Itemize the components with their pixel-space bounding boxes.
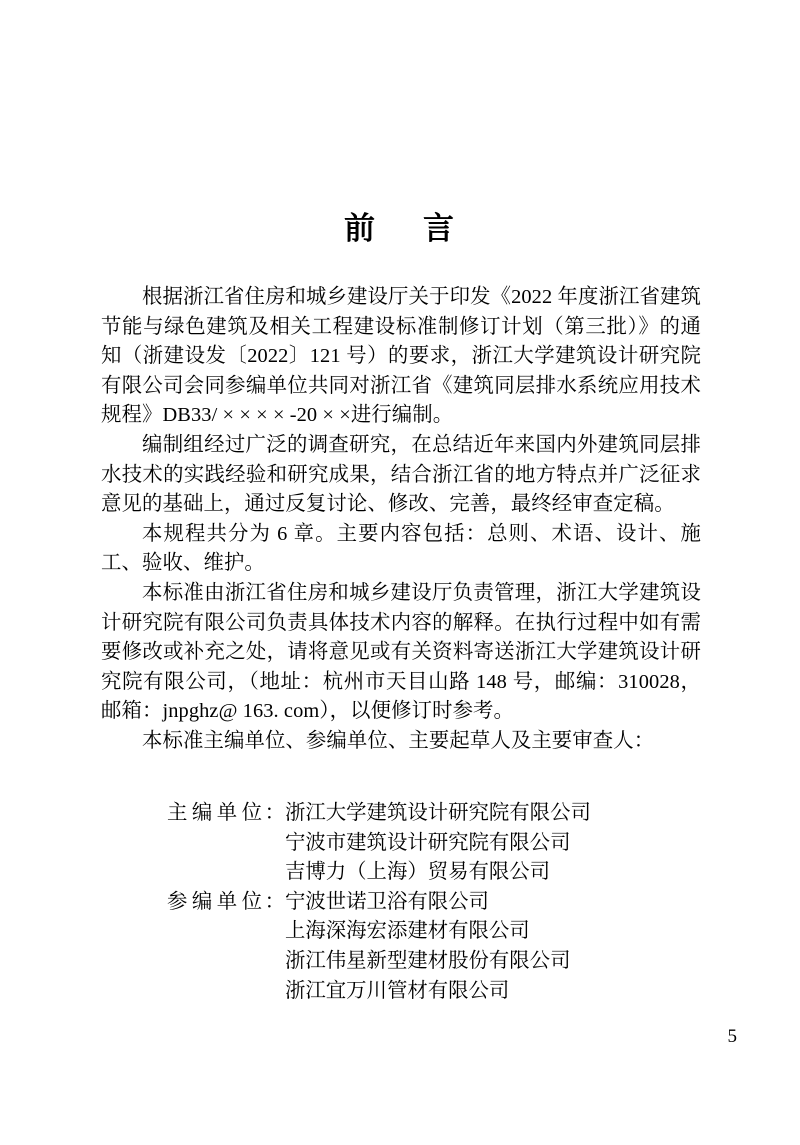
unit-row <box>101 917 701 947</box>
unit-label-char: 主 <box>167 802 188 824</box>
page-number: 5 <box>727 1026 737 1047</box>
unit-value: 宁波市建筑设计研究院有限公司 <box>285 831 571 854</box>
unit-row <box>101 799 701 829</box>
unit-value: 浙江大学建筑设计研究院有限公司 <box>285 802 591 824</box>
unit-list <box>101 799 701 1006</box>
unit-label-char: 单 <box>216 802 238 824</box>
unit-label-char: 编 <box>191 802 213 824</box>
unit-value: 浙江宜万川管材有限公司 <box>285 979 510 1002</box>
unit-row <box>101 829 701 859</box>
unit-label-participating-editor <box>101 888 285 918</box>
unit-label-char: 位 <box>241 890 263 913</box>
paragraph-3: 本规程共分为 6 章。主要内容包括：总则、术语、设计、施工、验收、维护。 <box>101 522 701 575</box>
unit-label-colon: ： <box>264 802 285 824</box>
unit-label-char: 参 <box>167 890 188 913</box>
paragraph-1: 根据浙江省住房和城乡建设厅关于印发《2022 年度浙江省建筑节能与绿色建筑及相关工程建设标准制修订计划（第三批）》的通知（浙建设发〔2022〕121 号）的要求，浙江大学建筑设计研究院有限公司会同参编单位共同对浙江省《建筑同层排水系统应用技术规程》DB33/ × × × × -20 × ×进行编制。 <box>101 286 701 427</box>
unit-label-char: 单 <box>216 890 238 913</box>
unit-row <box>101 977 701 1007</box>
unit-label-colon: ： <box>264 890 285 913</box>
unit-value: 上海深海宏添建材有限公司 <box>285 920 530 943</box>
page-title-char-right: 言 <box>423 210 456 246</box>
page-title <box>0 207 800 251</box>
unit-label-chief-editor <box>101 799 285 829</box>
unit-label-char: 位 <box>241 802 263 824</box>
unit-row <box>101 858 701 888</box>
paragraph-2: 编制组经过广泛的调查研究，在总结近年来国内外建筑同层排水技术的实践经验和研究成果，结合浙江省的地方特点并广泛征求意见的基础上，通过反复讨论、修改、完善，最终经审查定稿。 <box>101 433 701 516</box>
paragraph-4: 本标准由浙江省住房和城乡建设厅负责管理，浙江大学建筑设计研究院有限公司负责具体技术内容的解释。在执行过程中如有需要修改或补充之处，请将意见或有关资料寄送浙江大学建筑设计研究院有限公司，（地址：杭州市天目山路 148 号，邮编：310028，邮箱：jnpghz@ 163. com），以便修订时参考。 <box>101 581 701 723</box>
unit-row <box>101 947 701 977</box>
page-title-char-left: 前 <box>344 210 377 246</box>
preface-body <box>101 283 701 757</box>
unit-value: 吉博力（上海）贸易有限公司 <box>285 861 551 884</box>
unit-value: 宁波世诺卫浴有限公司 <box>285 890 489 913</box>
paragraph-5: 本标准主编单位、参编单位、主要起草人及主要审查人： <box>142 729 655 752</box>
unit-row <box>101 888 701 918</box>
unit-label-char: 编 <box>191 890 213 913</box>
unit-value: 浙江伟星新型建材股份有限公司 <box>285 949 571 972</box>
